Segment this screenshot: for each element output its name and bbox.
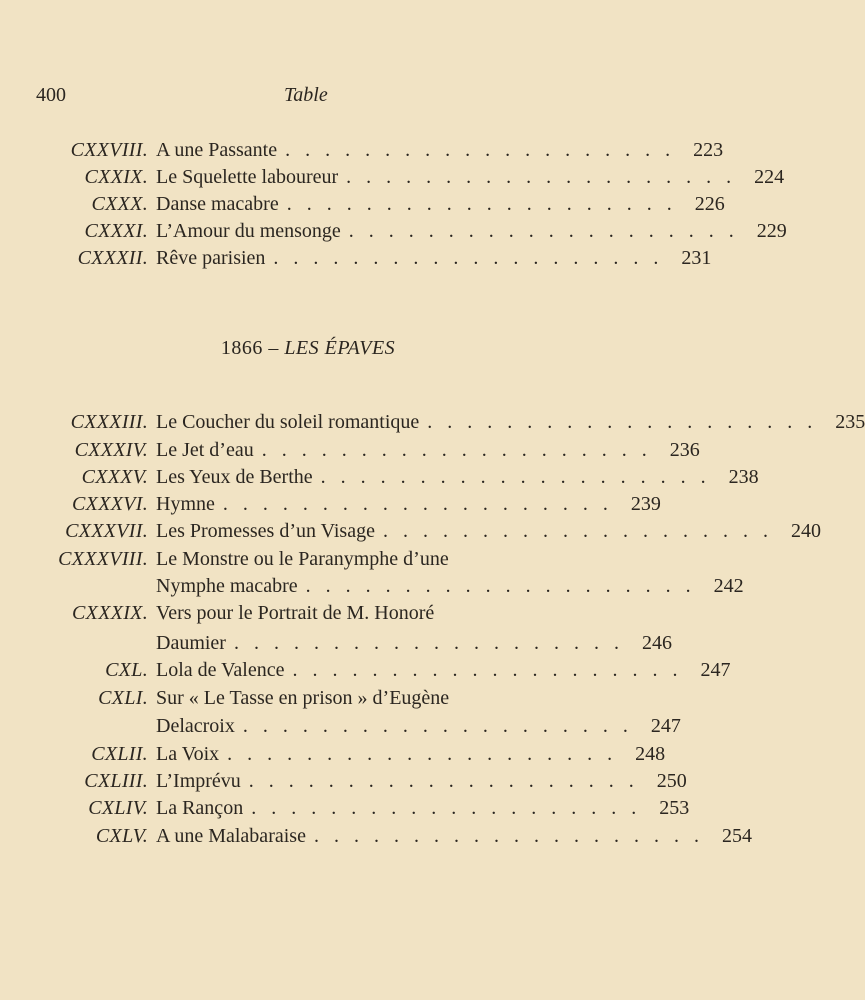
page-ref: 226 [694,193,725,215]
section-name: LES ÉPAVES [284,337,396,359]
leader-dots: . . . . . . . . . . . . . . . . . . . . [273,247,664,269]
leader-dots: . . . . . . . . . . . . . . . . . . . . [285,139,676,161]
poem-title: A une Passante [156,139,278,161]
poem-number: CXXXVII. [65,520,148,542]
poem-number: CXLV. [95,825,148,847]
poem-title: Lola de Valence [156,659,285,681]
page-ref: 242 [713,575,744,597]
poem-number: CXXXII. [77,247,148,269]
leader-dots: . . . . . . . . . . . . . . . . . . . . [248,770,639,792]
poem-number: CXXXV. [81,466,148,488]
poem-number: CXXIX. [84,166,148,188]
poem-number: CXXXIX. [72,602,148,624]
page-ref: 253 [659,797,690,819]
leader-dots: . . . . . . . . . . . . . . . . . . . . [305,575,696,597]
poem-number: CXXXIII. [70,411,148,433]
leader-dots: . . . . . . . . . . . . . . . . . . . . [346,166,737,188]
leader-dots: . . . . . . . . . . . . . . . . . . . . [320,466,711,488]
section-heading [0,337,616,360]
poem-title: Hymne [156,493,215,515]
page-number: 400 [36,84,66,106]
poem-number: CXXXI. [84,220,148,242]
poem-number: CXLIV. [88,797,148,819]
page-ref: 250 [656,770,687,792]
leader-dots: . . . . . . . . . . . . . . . . . . . . [286,193,677,215]
leader-dots: . . . . . . . . . . . . . . . . . . . . [261,439,652,461]
page-ref: 224 [754,166,785,188]
page-ref: 247 [700,659,731,681]
page-ref: 235 [835,411,865,433]
poem-number: CXXXIV. [74,439,148,461]
running-title: Table [284,84,328,106]
poem-number: CXLII. [91,743,148,765]
page-ref: 248 [635,743,666,765]
poem-number: CXLIII. [84,770,148,792]
poem-title: Sur « Le Tasse en prison » d’Eugène [156,687,450,709]
poem-title: Les Promesses d’un Visage [156,520,375,542]
poem-number: CXXX. [91,193,148,215]
page-ref: 239 [630,493,661,515]
page-ref: 246 [641,632,672,654]
leader-dots: . . . . . . . . . . . . . . . . . . . . [313,825,704,847]
leader-dots: . . . . . . . . . . . . . . . . . . . . [292,659,683,681]
leader-dots: . . . . . . . . . . . . . . . . . . . . [251,797,642,819]
leader-dots: . . . . . . . . . . . . . . . . . . . . [222,493,613,515]
page-ref: 231 [681,247,712,269]
poem-title: Le Monstre ou le Paranymphe d’une [156,548,449,570]
page-ref: 240 [790,520,821,542]
poem-number: CXXVIII. [70,139,148,161]
poem-title: La Rançon [156,797,244,819]
page-ref: 254 [721,825,752,847]
poem-number: CXXXVIII. [58,548,148,570]
poem-number: CXLI. [98,687,148,709]
leader-dots: . . . . . . . . . . . . . . . . . . . . [427,411,818,433]
poem-title: Le Squelette laboureur [156,166,339,188]
poem-title: Le Coucher du soleil romantique [156,411,420,433]
leader-dots: . . . . . . . . . . . . . . . . . . . . [242,715,633,737]
poem-title: A une Malabaraise [156,825,306,847]
leader-dots: . . . . . . . . . . . . . . . . . . . . [382,520,773,542]
poem-title: La Voix [156,743,220,765]
poem-title: Le Jet d’eau [156,439,254,461]
poem-title: L’Imprévu [156,770,241,792]
page-ref: 223 [693,139,724,161]
leader-dots: . . . . . . . . . . . . . . . . . . . . [233,632,624,654]
poem-title-continued: Nymphe macabre [156,575,298,597]
page-ref: 238 [728,466,759,488]
poem-title: Rêve parisien [156,247,266,269]
poem-title-continued: Daumier [156,632,226,654]
leader-dots: . . . . . . . . . . . . . . . . . . . . [227,743,618,765]
section-year: 1866 – [220,337,279,359]
poem-title: Les Yeux de Berthe [156,466,313,488]
poem-title: Danse macabre [156,193,279,215]
poem-title-continued: Delacroix [156,715,235,737]
page-ref: 236 [669,439,700,461]
poem-number: CXL. [105,659,148,681]
poem-title: L’Amour du mensonge [156,220,341,242]
poem-title: Vers pour le Portrait de M. Honoré [156,602,435,624]
leader-dots: . . . . . . . . . . . . . . . . . . . . [348,220,739,242]
poem-number: CXXXVI. [72,493,148,515]
page-ref: 229 [756,220,787,242]
page-ref: 247 [650,715,681,737]
